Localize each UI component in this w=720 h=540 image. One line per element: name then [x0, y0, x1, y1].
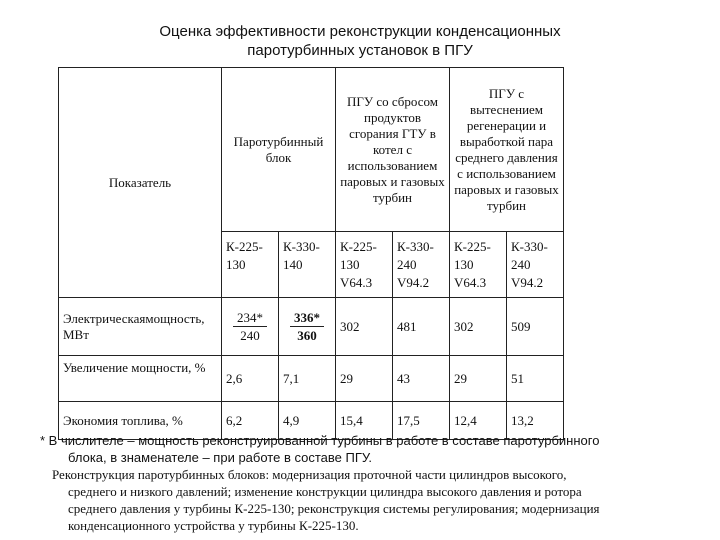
reconstruction-line-3: среднего давления у турбины К-225-130; реконструкция системы регулирования; модернизация — [68, 501, 600, 516]
reconstruction-line-2: среднего и низкого давлений; изменение конструкции цилиндра высокого давления и ротора — [68, 484, 582, 499]
fraction-numerator: 234* — [233, 309, 267, 327]
footnote-line-2: блока, в знаменателе – при работе в составе ПГУ. — [68, 450, 373, 465]
table-cell: 12,4 — [450, 402, 507, 440]
cell-power-k330 — [279, 298, 336, 356]
table-cell: 6,2 — [222, 402, 279, 440]
table-cell: 15,4 — [336, 402, 393, 440]
subheader-k225-130-v643-b — [450, 232, 507, 298]
fraction-denominator: 360 — [297, 328, 317, 343]
subheader-k225-130 — [222, 232, 279, 298]
subheader-line: 140 — [283, 257, 303, 272]
subheader-line: V94.2 — [397, 275, 430, 290]
subheader-k330-240-v942 — [393, 232, 450, 298]
subheader-line: К-330- — [397, 239, 434, 254]
subheader-k330-240-v942-b — [507, 232, 564, 298]
subheader-k225-130-v643 — [336, 232, 393, 298]
title-line-2: паротурбинных установок в ПГУ — [247, 42, 473, 59]
efficiency-table — [58, 67, 564, 440]
subheader-line: К-330- — [511, 239, 548, 254]
subheader-line: 130 — [226, 257, 246, 272]
header-pgu-displacement — [450, 68, 564, 232]
row-label-fuel-saving: Экономия топлива, % — [59, 402, 222, 440]
slide-title — [0, 22, 720, 60]
table-cell: 7,1 — [279, 356, 336, 402]
table-cell: 481 — [393, 298, 450, 356]
table-cell: 4,9 — [279, 402, 336, 440]
header-steam-turbine-unit — [222, 68, 336, 232]
table-row — [59, 298, 564, 356]
table-cell: 51 — [507, 356, 564, 402]
subheader-line: 240 — [397, 257, 417, 272]
reconstruction-line-1: Реконструкция паротурбинных блоков: модернизация проточной части цилиндров высокого, — [52, 467, 567, 482]
subheader-line: 130 — [340, 257, 360, 272]
header-group1-label: Паротурбинный блок — [233, 133, 324, 165]
table-row — [59, 356, 564, 402]
table-cell: 29 — [336, 356, 393, 402]
subheader-line: К-225- — [454, 239, 491, 254]
table-cell: 17,5 — [393, 402, 450, 440]
subheader-line: К-225- — [226, 239, 263, 254]
cell-power-k225 — [222, 298, 279, 356]
header-pgu-discharge — [336, 68, 450, 232]
reconstruction-line-4: конденсационного устройства у турбины К-225-130. — [68, 518, 359, 533]
header-indicator — [59, 68, 222, 298]
table-cell: 509 — [507, 298, 564, 356]
table-cell: 43 — [393, 356, 450, 402]
fraction-numerator: 336* — [290, 309, 324, 327]
table-cell: 13,2 — [507, 402, 564, 440]
subheader-k330-140 — [279, 232, 336, 298]
fraction-power-k225 — [233, 309, 267, 344]
header-group2-label: ПГУ со сбросом продуктов сгорания ГТУ в котел с использованием паровых и газовых турбин — [340, 93, 445, 205]
fraction-denominator: 240 — [240, 328, 260, 343]
table-cell: 302 — [450, 298, 507, 356]
subheader-line: V64.3 — [454, 275, 487, 290]
row-label-power-increase: Увеличение мощности, % — [59, 356, 222, 402]
subheader-line: 130 — [454, 257, 474, 272]
subheader-line: К-225- — [340, 239, 377, 254]
table-cell: 29 — [450, 356, 507, 402]
subheader-line: V64.3 — [340, 275, 373, 290]
footnote-line-1: * В числителе – мощность реконструированной турбины в работе в составе паротурбинного — [40, 433, 600, 448]
subheader-line: 240 — [511, 257, 531, 272]
table-cell: 2,6 — [222, 356, 279, 402]
header-group3-label: ПГУ с вытеснением регенерации и выработкой пара среднего давления с использованием паровых и газовых турбин — [454, 85, 559, 213]
fraction-power-k330 — [290, 309, 324, 344]
subheader-line: V94.2 — [511, 275, 544, 290]
header-indicator-label: Показатель — [108, 174, 172, 190]
table-cell: 302 — [336, 298, 393, 356]
subheader-line: К-330- — [283, 239, 320, 254]
title-line-1: Оценка эффективности реконструкции конденсационных — [159, 23, 561, 40]
row-label-power: Электрическаямощность, МВт — [59, 298, 222, 356]
notes-block — [40, 432, 680, 534]
